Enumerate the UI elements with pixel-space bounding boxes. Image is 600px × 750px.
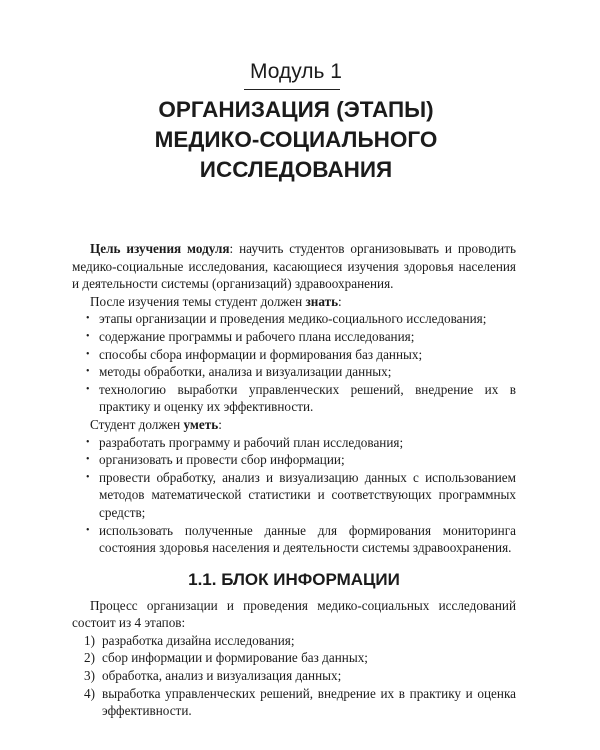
bullet-icon: • (86, 436, 90, 448)
list-item: • использовать полученные данные для формирования мониторинга состояния здоровья населения и деятельности системы здравоохранения. (86, 522, 516, 556)
know-keyword: знать (305, 293, 339, 309)
steps-list (72, 632, 516, 720)
can-intro: Студент должен уметь: (90, 416, 222, 432)
module-title-line-3: ИССЛЕДОВАНИЯ (199, 157, 393, 182)
step-number: 3) (84, 668, 95, 684)
module-title-line-2: МЕДИКО-СОЦИАЛЬНОГО (154, 127, 438, 152)
can-list (72, 434, 516, 557)
bullet-icon: • (86, 454, 90, 466)
bullet-icon: • (86, 313, 90, 325)
know-list (72, 310, 516, 416)
module-label: Модуль 1 (250, 60, 342, 83)
list-item: • организовать и провести сбор информации; (86, 452, 345, 468)
list-item: • способы сбора информации и формирования баз данных; (86, 346, 423, 362)
module-label-underline (244, 89, 340, 90)
goal-text: : научить студентов организовывать и проводить медико-социальные исследования, касающиеся изучения здоровья населения и деятельности системы (организаций) здравоохранения. (72, 241, 516, 292)
goal-paragraph (72, 240, 516, 293)
bullet-icon: • (86, 348, 90, 360)
list-item: 3) обработка, анализ и визуализация данных; (84, 668, 342, 684)
bullet-icon: • (86, 471, 90, 483)
list-item: • этапы организации и проведения медико-социального исследования; (86, 311, 487, 327)
bullet-icon: • (86, 383, 90, 395)
list-item: 4) выработка управленческих решений, внедрение их в практику и оценка эффективности. (84, 685, 516, 719)
step-number: 1) (84, 632, 95, 648)
bullet-icon: • (86, 524, 90, 536)
list-item: 2) сбор информации и формирование баз данных; (84, 650, 368, 666)
module-content (72, 240, 516, 720)
step-number: 2) (84, 650, 95, 666)
list-item: • провести обработку, анализ и визуализацию данных с использованием методов математической статистики и соответствующих программных средств; (86, 469, 516, 520)
bullet-icon: • (86, 366, 90, 378)
bullet-icon: • (86, 330, 90, 342)
goal-label: Цель изучения модуля (90, 241, 230, 256)
know-intro: После изучения темы студент должен знать: (90, 293, 342, 309)
can-keyword: уметь (183, 416, 219, 432)
section-intro: Процесс организации и проведения медико-социальных исследований состоит из 4 этапов: (72, 597, 516, 631)
module-title (0, 95, 592, 185)
list-item: • содержание программы и рабочего плана исследования; (86, 328, 415, 344)
step-number: 4) (84, 685, 95, 701)
list-item: • технологию выработки управленческих решений, внедрение их в практику и оценку их эффективности. (86, 381, 516, 415)
list-item: • методы обработки, анализа и визуализации данных; (86, 364, 392, 380)
module-title-line-1: ОРГАНИЗАЦИЯ (ЭТАПЫ) (158, 97, 434, 122)
list-item: • разработать программу и рабочий план исследования; (86, 434, 404, 450)
section-title: 1.1. БЛОК ИНФОРМАЦИИ (188, 569, 400, 589)
list-item: 1) разработка дизайна исследования; (84, 632, 295, 648)
